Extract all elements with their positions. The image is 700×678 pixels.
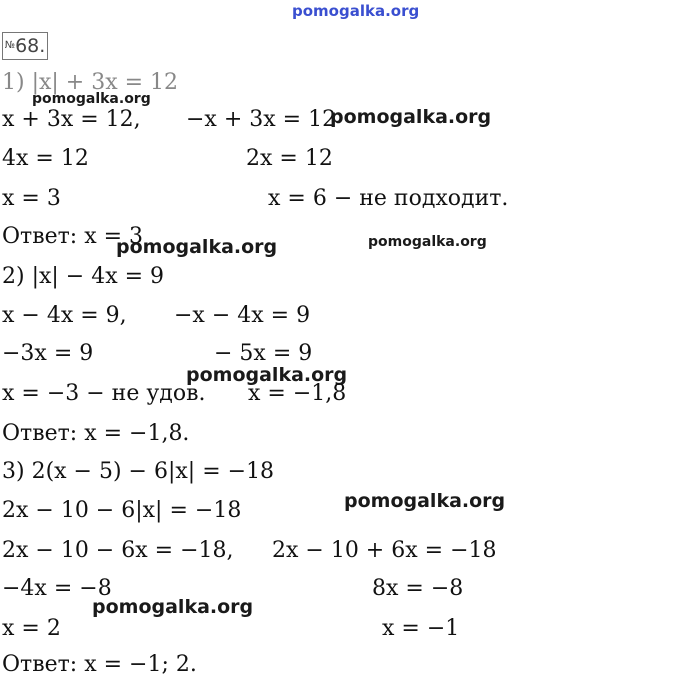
part2-case1-step2: −3x = 9 bbox=[2, 341, 94, 366]
watermark[interactable]: pomogalka.org bbox=[92, 596, 254, 618]
part3-answer: Ответ: x = −1; 2. bbox=[2, 652, 197, 677]
watermark-top[interactable]: pomogalka.org bbox=[292, 2, 420, 20]
part3-header: 3) 2(x − 5) − 6|x| = −18 bbox=[2, 459, 275, 484]
part3-case2-result: x = −1 bbox=[382, 616, 460, 641]
part3-case1-result: x = 2 bbox=[2, 616, 61, 641]
part3-case1-step2: 2x − 10 − 6x = −18, bbox=[2, 538, 234, 563]
part2-answer: Ответ: x = −1,8. bbox=[2, 421, 190, 446]
part2-case2-step1: −x − 4x = 9 bbox=[174, 303, 311, 328]
number-sign: № bbox=[4, 40, 16, 51]
part2-header: 2) |x| − 4x = 9 bbox=[2, 264, 165, 289]
watermark[interactable]: pomogalka.org bbox=[186, 364, 348, 386]
watermark[interactable]: pomogalka.org bbox=[368, 234, 487, 250]
part3-step1: 2x − 10 − 6|x| = −18 bbox=[2, 498, 242, 523]
part2-case2-result: x = −1,8 bbox=[248, 381, 347, 406]
part3-case2-step3: 8x = −8 bbox=[372, 576, 464, 601]
watermark[interactable]: pomogalka.org bbox=[344, 490, 506, 512]
watermark[interactable]: pomogalka.org bbox=[116, 236, 278, 258]
problem-number-badge bbox=[2, 32, 48, 60]
part1-header: 1) |x| + 3x = 12 bbox=[2, 70, 179, 95]
watermark[interactable]: pomogalka.org bbox=[32, 91, 151, 107]
watermark[interactable]: pomogalka.org bbox=[330, 106, 492, 128]
part2-case2-step2: − 5x = 9 bbox=[214, 341, 313, 366]
part1-answer: Ответ: x = 3 bbox=[2, 224, 144, 249]
part2-case1-step1: x − 4x = 9, bbox=[2, 303, 127, 328]
part3-case2-step2: 2x − 10 + 6x = −18 bbox=[272, 538, 497, 563]
part1-case1-step2: 4x = 12 bbox=[2, 146, 89, 171]
part3-case1-step3: −4x = −8 bbox=[2, 576, 112, 601]
part1-case1-step1: x + 3x = 12, bbox=[2, 107, 141, 132]
problem-number: 68. bbox=[15, 35, 46, 57]
part1-case1-result: x = 3 bbox=[2, 186, 61, 211]
part1-case2-step2: 2x = 12 bbox=[246, 146, 333, 171]
part1-case2-result: x = 6 − не подходит. bbox=[268, 186, 509, 211]
part2-case1-result: x = −3 − не удов. bbox=[2, 381, 206, 406]
part1-case2-step1: −x + 3x = 12 bbox=[186, 107, 337, 132]
